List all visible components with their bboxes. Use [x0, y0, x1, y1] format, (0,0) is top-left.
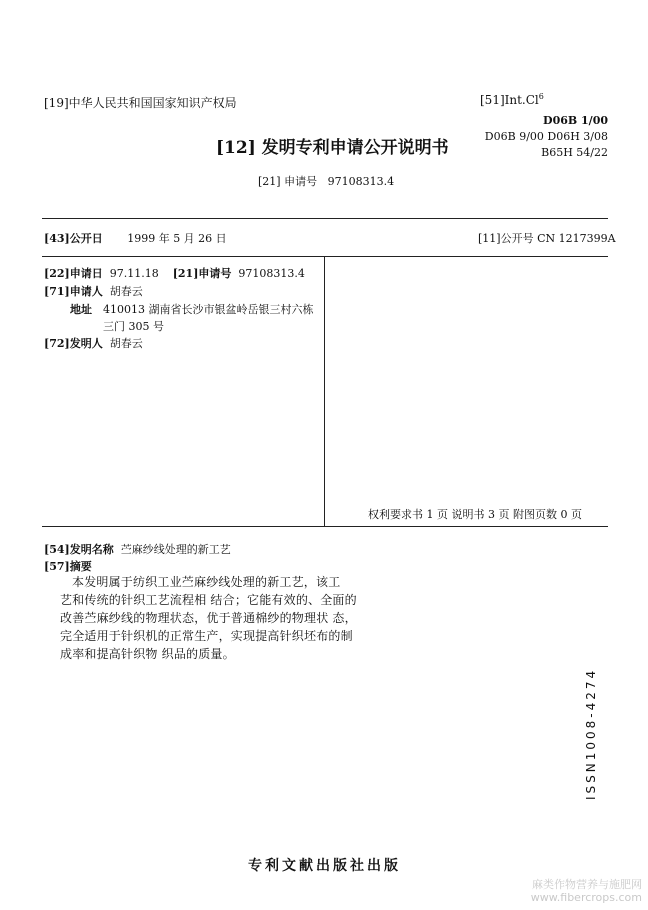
class-primary: D06B 1/00 [543, 114, 608, 127]
pub-no-label: [11]公开号 [478, 232, 534, 245]
abstract-line: 完全适用于针织机的正常生产，实现提高针织坯布的制 [60, 629, 353, 643]
issn-vertical: ISSN1008-4274 [584, 667, 598, 800]
divider-top [42, 218, 608, 219]
bib-app-no-label: [21]申请号 [172, 267, 232, 280]
office-name: [19]中华人民共和国国家知识产权局 [44, 96, 237, 110]
address-line-2: 三门 305 号 [103, 320, 164, 333]
inventor-label: [72]发明人 [44, 337, 103, 350]
applicant-row [44, 283, 143, 299]
class-secondary-2: B65H 54/22 [541, 146, 608, 159]
divider-bib-vertical [324, 256, 325, 526]
invention-title-label: [54]发明名称 [44, 543, 114, 556]
filing-date-row [44, 265, 305, 281]
divider-bib-top [42, 256, 608, 257]
int-cl-edition: 6 [538, 92, 544, 101]
abstract-label: [57]摘要 [44, 560, 92, 573]
filing-date-label: [22]申请日 [44, 267, 103, 280]
invention-title-row [44, 541, 231, 557]
watermark [531, 878, 642, 904]
pub-date-label: [43]公开日 [44, 232, 103, 245]
publisher: 专利文献出版社出版 [248, 858, 401, 874]
page-counts: 权利要求书 1 页 说明书 3 页 附图页数 0 页 [368, 508, 582, 521]
filing-date-value: 97.11.18 [109, 267, 159, 280]
inventor-row [44, 335, 143, 351]
abstract-line: 成率和提高针织物 织品的质量。 [60, 647, 235, 661]
invention-title-value: 苎麻纱线处理的新工艺 [120, 543, 231, 556]
address-label: 地址 [70, 303, 92, 316]
watermark-line-2: www.fibercrops.com [530, 891, 642, 904]
applicant-label: [71]申请人 [44, 285, 103, 298]
int-cl-label [480, 92, 544, 107]
inventor-value: 胡春云 [109, 337, 143, 350]
abstract-line: 本发明属于纺织工业苎麻纱线处理的新工艺，该工 [72, 575, 341, 589]
pub-date-value: 1999 年 5 月 26 日 [127, 232, 227, 245]
pub-no-value: CN 1217399A [537, 232, 616, 245]
header-app-no-value: 97108313.4 [327, 175, 395, 188]
watermark-line-1: 麻类作物营养与施肥网 [532, 878, 642, 891]
divider-bib-bottom [42, 526, 608, 527]
publication-date [44, 230, 227, 246]
int-cl-text: [51]Int.Cl [480, 93, 539, 107]
abstract-line: 改善苎麻纱线的物理状态，优于普通棉纱的物理状 态， [60, 611, 357, 625]
abstract-line: 艺和传统的针织工艺流程相 结合；它能有效的、全面的 [60, 593, 357, 607]
header-app-no-label: [21] 申请号 [258, 175, 318, 188]
address-line-1: 410013 湖南省长沙市银盆岭岳银三村六栋 [103, 303, 314, 316]
class-secondary-1: D06B 9/00 D06H 3/08 [484, 130, 608, 143]
bib-app-no-value: 97108313.4 [238, 267, 305, 280]
document-type-title: [12] 发明专利申请公开说明书 [216, 138, 449, 158]
applicant-value: 胡春云 [109, 285, 143, 298]
header-application-number [258, 173, 394, 189]
publication-number [478, 230, 616, 246]
